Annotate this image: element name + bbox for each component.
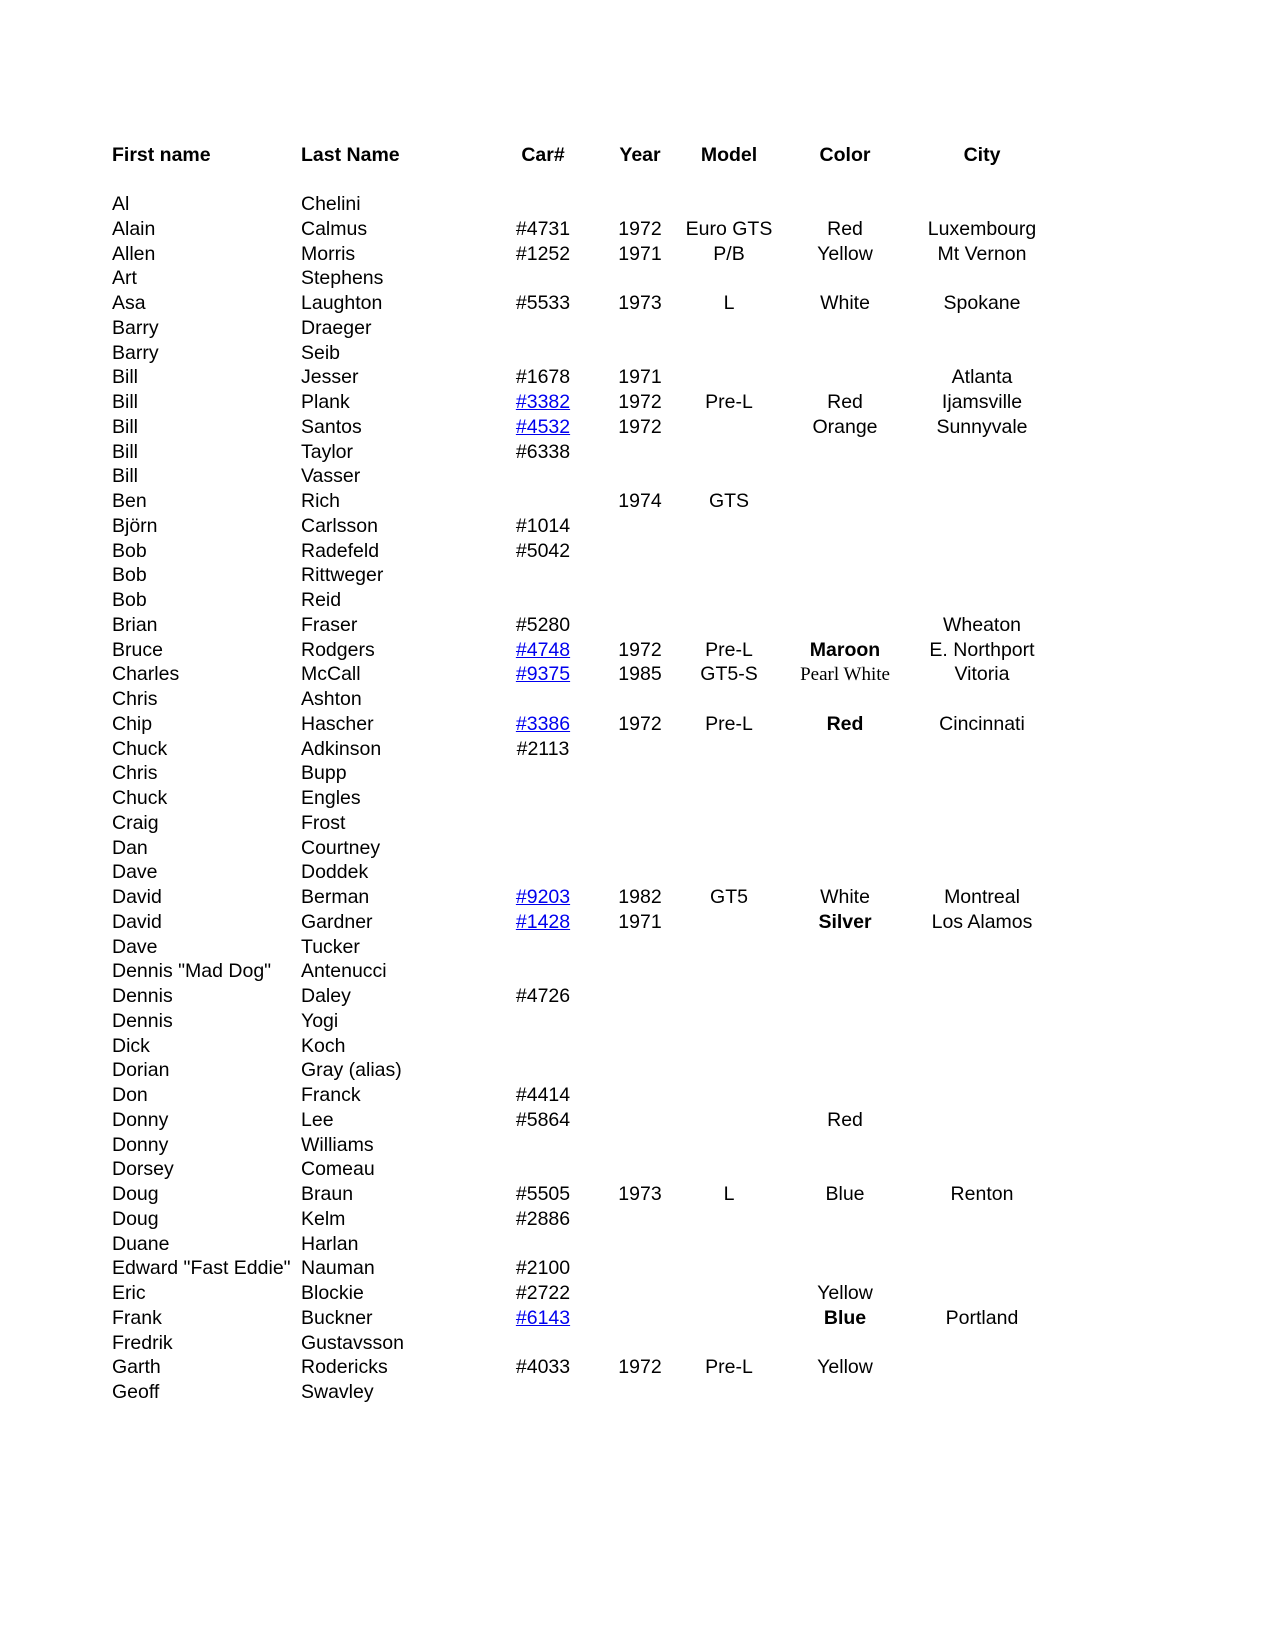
first-name-cell: Charles [112, 663, 180, 686]
car-number-cell: #2886 [515, 1207, 571, 1230]
first-name-cell: Alain [112, 217, 156, 240]
table-row [0, 1306, 1275, 1331]
first-name-cell: Dorian [112, 1059, 170, 1082]
car-number-cell: #5533 [515, 292, 571, 314]
first-name-cell: Bill [112, 391, 139, 413]
color-cell: Blue [823, 1306, 867, 1329]
first-name-cell: Donny [112, 1108, 169, 1131]
table-row [0, 1256, 1275, 1281]
model-cell: GT5 [710, 886, 748, 908]
model-cell: L [723, 1183, 735, 1205]
year-cell: 1973 [618, 1183, 662, 1205]
table-row [0, 860, 1275, 885]
first-name-cell: Dave [112, 935, 158, 958]
city-cell: Wheaton [942, 613, 1022, 636]
table-row [0, 885, 1275, 910]
last-name-cell: Koch [301, 1034, 346, 1057]
car-number-cell: #4414 [515, 1084, 571, 1106]
first-name-cell: Eric [112, 1282, 146, 1304]
header-year: Year [619, 144, 661, 166]
table-row [0, 1009, 1275, 1034]
last-name-cell: Swavley [301, 1381, 374, 1403]
first-name-cell: Geoff [112, 1381, 160, 1403]
color-cell: Red [826, 712, 864, 735]
car-number-cell: #1678 [515, 366, 571, 389]
table-row [0, 1182, 1275, 1207]
last-name-cell: Jesser [301, 366, 359, 389]
last-name-cell: Gustavsson [301, 1331, 404, 1354]
model-cell: Euro GTS [685, 217, 773, 240]
car-number-cell: #4731 [515, 217, 571, 240]
year-cell: 1972 [618, 217, 662, 240]
first-name-cell: Ben [112, 490, 147, 512]
car-number-link[interactable]: #1428 [515, 910, 571, 933]
car-number-cell: #4033 [515, 1356, 571, 1379]
header-last-name: Last Name [301, 144, 400, 166]
first-name-cell: Duane [112, 1232, 170, 1255]
color-cell: Red [827, 1108, 863, 1131]
table-row [0, 563, 1275, 588]
last-name-cell: Stephens [301, 267, 384, 290]
first-name-cell: Dorsey [112, 1158, 174, 1181]
model-cell: GT5-S [700, 663, 758, 686]
color-cell: Red [827, 217, 863, 240]
first-name-cell: Bob [112, 564, 147, 587]
table-row [0, 415, 1275, 440]
first-name-cell: Garth [112, 1356, 161, 1379]
city-cell: Ijamsville [941, 391, 1023, 413]
year-cell: 1982 [618, 886, 662, 908]
table-row [0, 786, 1275, 811]
first-name-cell: Barry [112, 341, 159, 364]
last-name-cell: Gray (alias) [301, 1059, 402, 1082]
last-name-cell: Seib [301, 341, 341, 364]
table-row [0, 959, 1275, 984]
first-name-cell: Dave [112, 861, 158, 884]
first-name-cell: Bill [112, 366, 139, 389]
last-name-cell: Courtney [301, 836, 381, 859]
header-car-number: Car# [521, 144, 565, 166]
car-number-link[interactable]: #3382 [515, 391, 571, 413]
first-name-cell: Chuck [112, 737, 168, 760]
car-number-cell: #5505 [515, 1183, 571, 1205]
last-name-cell: Hascher [301, 712, 374, 735]
model-cell: Pre-L [705, 638, 753, 661]
first-name-cell: Edward "Fast Eddie" [112, 1257, 291, 1280]
car-number-cell: #6338 [515, 440, 571, 463]
table-row [0, 1058, 1275, 1083]
table-row [0, 266, 1275, 291]
table-row [0, 910, 1275, 935]
city-cell: Luxembourg [927, 217, 1037, 240]
color-cell: Blue [825, 1183, 865, 1205]
city-cell: Sunnyvale [936, 415, 1028, 438]
color-cell: Orange [812, 415, 878, 438]
year-cell: 1972 [618, 712, 662, 735]
table-row [0, 390, 1275, 415]
table-row [0, 737, 1275, 762]
last-name-cell: Rich [301, 490, 341, 512]
color-cell: Silver [818, 910, 872, 933]
car-number-cell: #5042 [515, 539, 571, 562]
table-row [0, 464, 1275, 489]
model-cell: Pre-L [705, 391, 753, 413]
city-cell: Spokane [943, 292, 1021, 314]
table-row [0, 712, 1275, 737]
city-cell: Renton [950, 1183, 1014, 1205]
last-name-cell: Rittweger [301, 564, 384, 587]
table-row [0, 662, 1275, 687]
last-name-cell: Daley [301, 985, 351, 1007]
first-name-cell: Doug [112, 1183, 159, 1205]
table-row [0, 316, 1275, 341]
last-name-cell: Fraser [301, 613, 358, 636]
table-row [0, 539, 1275, 564]
first-name-cell: Bill [112, 440, 139, 463]
first-name-cell: David [112, 886, 162, 908]
last-name-cell: Yogi [301, 1009, 339, 1032]
table-row [0, 1207, 1275, 1232]
last-name-cell: Kelm [301, 1207, 346, 1230]
last-name-cell: Taylor [301, 440, 354, 463]
first-name-cell: Björn [112, 514, 158, 537]
first-name-cell: Dan [112, 836, 148, 859]
last-name-cell: Tucker [301, 935, 360, 958]
city-cell: E. Northport [929, 638, 1035, 661]
last-name-cell: Williams [301, 1133, 374, 1156]
table-row [0, 1380, 1275, 1405]
table-row [0, 1083, 1275, 1108]
year-cell: 1972 [618, 638, 662, 661]
car-number-link[interactable]: #6143 [515, 1306, 571, 1329]
city-cell: Los Alamos [931, 910, 1033, 933]
table-row [0, 242, 1275, 267]
first-name-cell: Al [112, 193, 130, 215]
color-cell: Yellow [817, 242, 873, 265]
first-name-cell: Dennis [112, 1009, 173, 1032]
first-name-cell: Brian [112, 613, 158, 636]
last-name-cell: Reid [301, 589, 342, 611]
last-name-cell: Lee [301, 1108, 334, 1131]
year-cell: 1973 [618, 292, 662, 314]
city-cell: Cincinnati [939, 712, 1025, 735]
model-cell: Pre-L [705, 1356, 753, 1379]
color-cell: Red [827, 391, 863, 413]
last-name-cell: Ashton [301, 688, 362, 710]
year-cell: 1971 [618, 366, 662, 389]
color-cell: Yellow [817, 1356, 873, 1379]
last-name-cell: Harlan [301, 1232, 359, 1255]
table-row [0, 613, 1275, 638]
model-cell: P/B [713, 242, 745, 265]
table-row [0, 192, 1275, 217]
car-number-cell: #2100 [515, 1257, 571, 1280]
first-name-cell: Bill [112, 415, 139, 438]
first-name-cell: Chuck [112, 787, 168, 809]
last-name-cell: Bupp [301, 762, 347, 785]
last-name-cell: Draeger [301, 316, 372, 339]
table-row [0, 1108, 1275, 1133]
first-name-cell: Bruce [112, 638, 163, 661]
car-number-cell: #2722 [515, 1282, 571, 1304]
header-model: Model [700, 144, 758, 166]
last-name-cell: Blockie [301, 1282, 364, 1304]
table-row [0, 514, 1275, 539]
first-name-cell: David [112, 910, 162, 933]
last-name-cell: Plank [301, 391, 350, 413]
car-number-cell: #5280 [515, 613, 571, 636]
city-cell: Atlanta [951, 366, 1013, 389]
first-name-cell: Bob [112, 589, 147, 611]
table-row [0, 984, 1275, 1009]
year-cell: 1972 [618, 1356, 662, 1379]
table-row [0, 1355, 1275, 1380]
year-cell: 1971 [618, 910, 662, 933]
first-name-cell: Doug [112, 1207, 159, 1230]
table-row [0, 1232, 1275, 1257]
last-name-cell: Franck [301, 1084, 361, 1106]
table-row [0, 489, 1275, 514]
first-name-cell: Bill [112, 465, 139, 488]
year-cell: 1985 [618, 663, 662, 686]
first-name-cell: Bob [112, 539, 147, 562]
first-name-cell: Asa [112, 292, 146, 314]
first-name-cell: Art [112, 267, 137, 290]
last-name-cell: Santos [301, 415, 362, 438]
city-cell: Vitoria [954, 663, 1010, 686]
table-row [0, 935, 1275, 960]
color-cell: Maroon [809, 638, 881, 661]
first-name-cell: Dick [112, 1034, 150, 1057]
table-row [0, 1331, 1275, 1356]
first-name-cell: Donny [112, 1133, 169, 1156]
first-name-cell: Allen [112, 242, 156, 265]
city-cell: Portland [945, 1306, 1019, 1329]
first-name-cell: Dennis [112, 985, 173, 1007]
table-row [0, 1133, 1275, 1158]
first-name-cell: Fredrik [112, 1331, 173, 1354]
city-cell: Mt Vernon [937, 242, 1027, 265]
table-row [0, 1281, 1275, 1306]
last-name-cell: Chelini [301, 193, 361, 215]
city-cell: Montreal [944, 886, 1020, 908]
car-number-link[interactable]: #4748 [515, 638, 571, 661]
car-number-link[interactable]: #9375 [515, 663, 571, 686]
car-number-link[interactable]: #4532 [515, 415, 571, 438]
color-cell: White [820, 886, 870, 908]
table-row [0, 1157, 1275, 1182]
table-row [0, 687, 1275, 712]
model-cell: Pre-L [705, 712, 753, 735]
header-color: Color [819, 144, 871, 166]
last-name-cell: Calmus [301, 217, 368, 240]
last-name-cell: Engles [301, 787, 361, 809]
table-row [0, 811, 1275, 836]
color-cell: White [820, 292, 870, 314]
first-name-cell: Dennis "Mad Dog" [112, 960, 272, 983]
first-name-cell: Chip [112, 712, 153, 735]
table-row [0, 291, 1275, 316]
car-number-cell: #2113 [516, 737, 570, 760]
car-number-link[interactable]: #3386 [515, 712, 571, 735]
first-name-cell: Craig [112, 811, 159, 834]
last-name-cell: Buckner [301, 1306, 373, 1329]
first-name-cell: Barry [112, 316, 159, 339]
header-row [0, 143, 1275, 168]
header-city: City [963, 144, 1001, 166]
last-name-cell: Berman [301, 886, 370, 908]
last-name-cell: Morris [301, 242, 356, 265]
first-name-cell: Chris [112, 688, 158, 710]
car-number-cell: #5864 [515, 1108, 571, 1131]
table-row [0, 365, 1275, 390]
last-name-cell: Antenucci [301, 960, 387, 983]
table-row [0, 217, 1275, 242]
year-cell: 1972 [618, 391, 662, 413]
table-row [0, 440, 1275, 465]
table-row [0, 638, 1275, 663]
last-name-cell: Rodericks [301, 1356, 388, 1379]
table-row [0, 1034, 1275, 1059]
table-row [0, 836, 1275, 861]
first-name-cell: Don [112, 1084, 148, 1106]
year-cell: 1974 [618, 490, 662, 512]
table-row [0, 588, 1275, 613]
first-name-cell: Frank [112, 1306, 162, 1329]
model-cell: GTS [708, 490, 750, 512]
last-name-cell: McCall [301, 663, 361, 686]
last-name-cell: Frost [301, 811, 346, 834]
last-name-cell: Laughton [301, 292, 383, 314]
header-first-name: First name [112, 144, 211, 166]
last-name-cell: Adkinson [301, 737, 382, 760]
last-name-cell: Vasser [301, 465, 361, 488]
table-row [0, 761, 1275, 786]
year-cell: 1971 [618, 242, 662, 265]
last-name-cell: Nauman [301, 1257, 375, 1280]
last-name-cell: Radefeld [301, 539, 380, 562]
car-number-cell: #1014 [515, 514, 571, 537]
model-cell: L [723, 292, 735, 314]
last-name-cell: Braun [301, 1183, 354, 1205]
table-row [0, 341, 1275, 366]
car-number-cell: #4726 [515, 985, 571, 1007]
first-name-cell: Chris [112, 762, 158, 785]
car-number-link[interactable]: #9203 [515, 886, 571, 908]
last-name-cell: Comeau [301, 1158, 375, 1181]
last-name-cell: Rodgers [301, 638, 375, 661]
color-cell: Pearl White [800, 664, 890, 686]
car-number-cell: #1252 [515, 242, 571, 265]
last-name-cell: Gardner [301, 910, 373, 933]
year-cell: 1972 [618, 415, 662, 438]
color-cell: Yellow [817, 1282, 873, 1304]
last-name-cell: Carlsson [301, 514, 378, 537]
last-name-cell: Doddek [301, 861, 369, 884]
